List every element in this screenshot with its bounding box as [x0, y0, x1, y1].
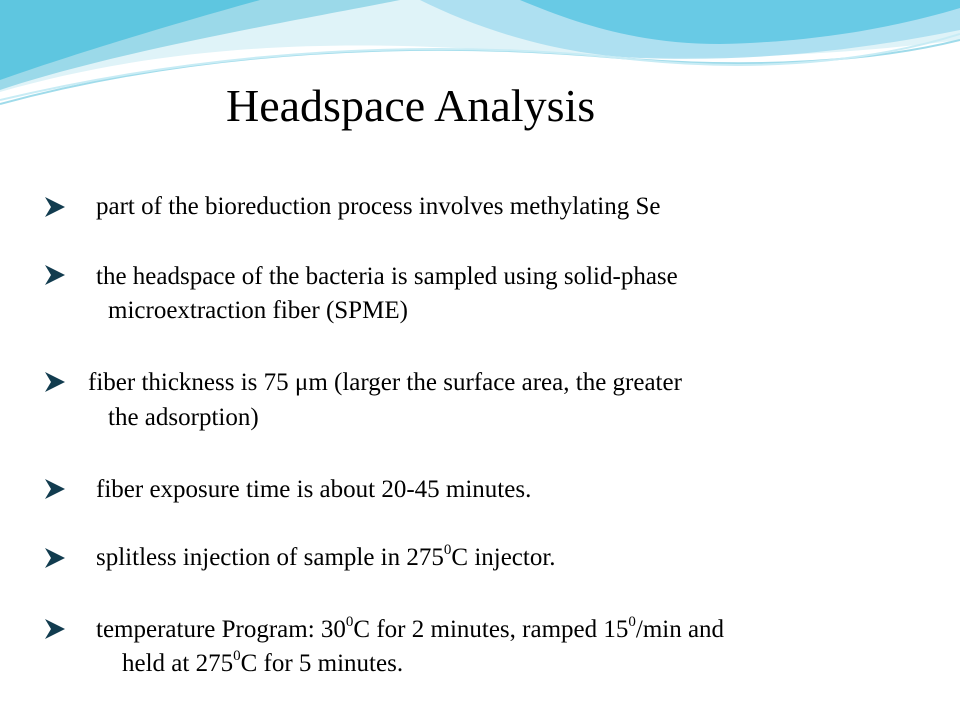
- arrow-bullet-icon: [44, 371, 66, 393]
- bullet-5-text: splitless injection of sample in $275^0C$ injector.: [96, 541, 556, 571]
- bullet-4-text: fiber exposure time is about 20-45 minutes.: [96, 476, 532, 503]
- arrow-bullet-icon: [44, 618, 66, 640]
- bullet-3-line-2: the adsorption): [108, 404, 259, 431]
- bullet-6-line-1: temperature Program: $30^0C$ for 2 minutes, ramped $15^0/\min$ and: [96, 613, 725, 643]
- bullet-6-line-2: held at $275^0C$ for 5 minutes.: [122, 647, 404, 677]
- arrow-bullet-icon: [44, 547, 66, 569]
- bullet-3-line-1: fiber thickness is 75 μm (larger the surface area, the greater: [88, 369, 682, 396]
- bullet-1-text: part of the bioreduction process involves methylating Se: [96, 193, 661, 220]
- arrow-bullet-icon: [44, 264, 66, 286]
- slide-title: Headspace Analysis: [226, 80, 596, 131]
- arrow-bullet-icon: [44, 196, 66, 218]
- bullet-2-line-1: the headspace of the bacteria is sampled using solid-phase: [96, 263, 678, 290]
- bullet-2-line-2: microextraction fiber (SPME): [108, 297, 408, 324]
- arrow-bullet-icon: [44, 478, 66, 500]
